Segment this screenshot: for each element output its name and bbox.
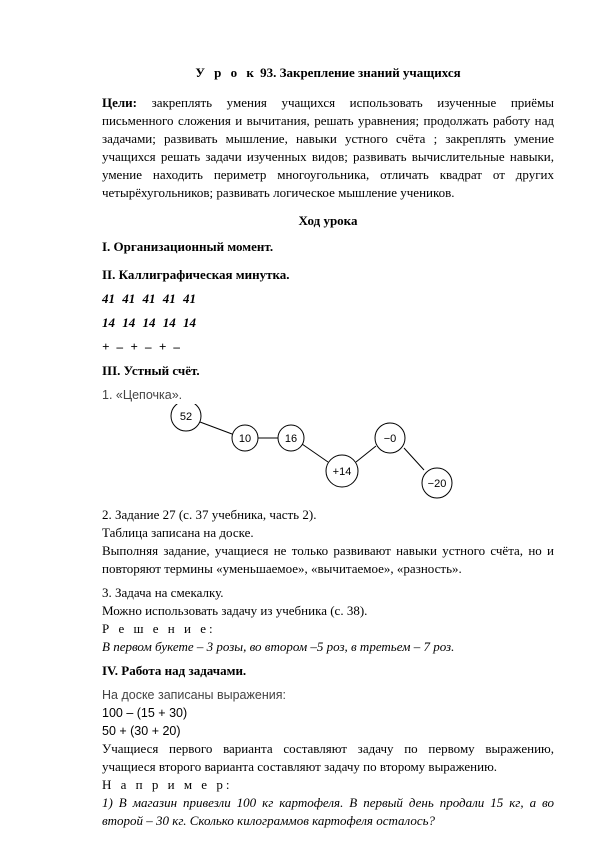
chain-node-4 bbox=[326, 455, 358, 487]
calligraphy-line-3: + – + – + – bbox=[102, 339, 180, 354]
lesson-prefix: У р о к bbox=[195, 65, 257, 80]
section-oral-count: III. Устный счёт. bbox=[102, 363, 200, 378]
chain-link-5 bbox=[404, 448, 424, 470]
lesson-title-text: 93. Закрепление знаний учащихся bbox=[256, 65, 461, 80]
chain-node-2-label: 10 bbox=[238, 433, 252, 445]
task4-example: 1) В магазин привезли 100 кг картофеля. В первый день продали 15 кг, а во второй – 30 кг. Сколько килограммов картофеля осталось? bbox=[102, 795, 554, 828]
course-heading: Ход урока bbox=[298, 213, 358, 228]
task4-expression-1: 100 – (15 + 30) bbox=[102, 706, 188, 720]
calligraphy-line-1: 41 41 41 41 41 bbox=[102, 291, 196, 306]
section-organizational: I. Организационный момент. bbox=[102, 239, 274, 254]
task3-solution: В первом букете – 3 розы, во втором –5 роз, в третьем – 7 роз. bbox=[102, 639, 455, 654]
chain-link-4 bbox=[356, 446, 376, 462]
goals-label: Цели: bbox=[102, 95, 137, 110]
chain-node-1-label: 52 bbox=[179, 411, 193, 423]
task2-board-note: Таблица записана на доске. bbox=[102, 525, 254, 540]
task4-example-label: Н а п р и м е р: bbox=[102, 777, 233, 792]
task2-description: Выполняя задание, учащиеся не только развивают навыки устного счёта, но и повторяют термины «уменьшаемое», «вычитаемое», «разность». bbox=[102, 543, 554, 576]
chain-link-1 bbox=[200, 422, 232, 434]
chain-node-5-label: −0 bbox=[383, 433, 397, 445]
chain-diagram bbox=[102, 404, 554, 500]
document-page bbox=[102, 64, 554, 830]
section-problems: IV. Работа над задачами. bbox=[102, 663, 247, 678]
task4-board-expressions: На доске записаны выражения: bbox=[102, 688, 286, 702]
task3-textbook-note: Можно использовать задачу из учебника (с. 38). bbox=[102, 603, 368, 618]
chain-node-3 bbox=[278, 425, 304, 451]
chain-node-1 bbox=[171, 404, 201, 431]
chain-link-3 bbox=[302, 444, 328, 462]
task2-title: 2. Задание 27 (с. 37 учебника, часть 2). bbox=[102, 507, 317, 522]
chain-node-4-label: +14 bbox=[332, 466, 352, 478]
lesson-title bbox=[102, 64, 554, 82]
lesson-goals bbox=[102, 94, 554, 202]
task3-solution-label: Р е ш е н и е: bbox=[102, 621, 216, 636]
chain-node-2 bbox=[232, 425, 258, 451]
goals-text: закреплять умения учащихся использовать изученные приёмы письменного сложения и вычитания, решать уравнения; продолжать работу над задачами; развивать мышление, навыки устного счёта ; закреплять умение учащихся решать задачи изученных видов; развивать вычислительные навыки, умение находить периметр многоугольника, отличать квадрат от других четырёхугольников; развивать логическое мышление учеников. bbox=[102, 95, 554, 200]
chain-svg bbox=[102, 404, 554, 500]
chain-label: 1. «Цепочка». bbox=[102, 388, 183, 402]
task3-title: 3. Задача на смекалку. bbox=[102, 585, 224, 600]
task4-expression-2: 50 + (30 + 20) bbox=[102, 724, 181, 738]
section-calligraphy: II. Каллиграфическая минутка. bbox=[102, 267, 290, 282]
chain-node-6 bbox=[422, 468, 452, 498]
chain-node-5 bbox=[375, 423, 405, 453]
calligraphy-line-2: 14 14 14 14 14 bbox=[102, 315, 196, 330]
chain-node-3-label: 16 bbox=[284, 433, 298, 445]
chain-node-6-label: −20 bbox=[427, 478, 447, 490]
task4-description: Учащиеся первого варианта составляют задачу по первому выражению, учащиеся второго варианта составляют задачу по второму выражению. bbox=[102, 741, 554, 774]
